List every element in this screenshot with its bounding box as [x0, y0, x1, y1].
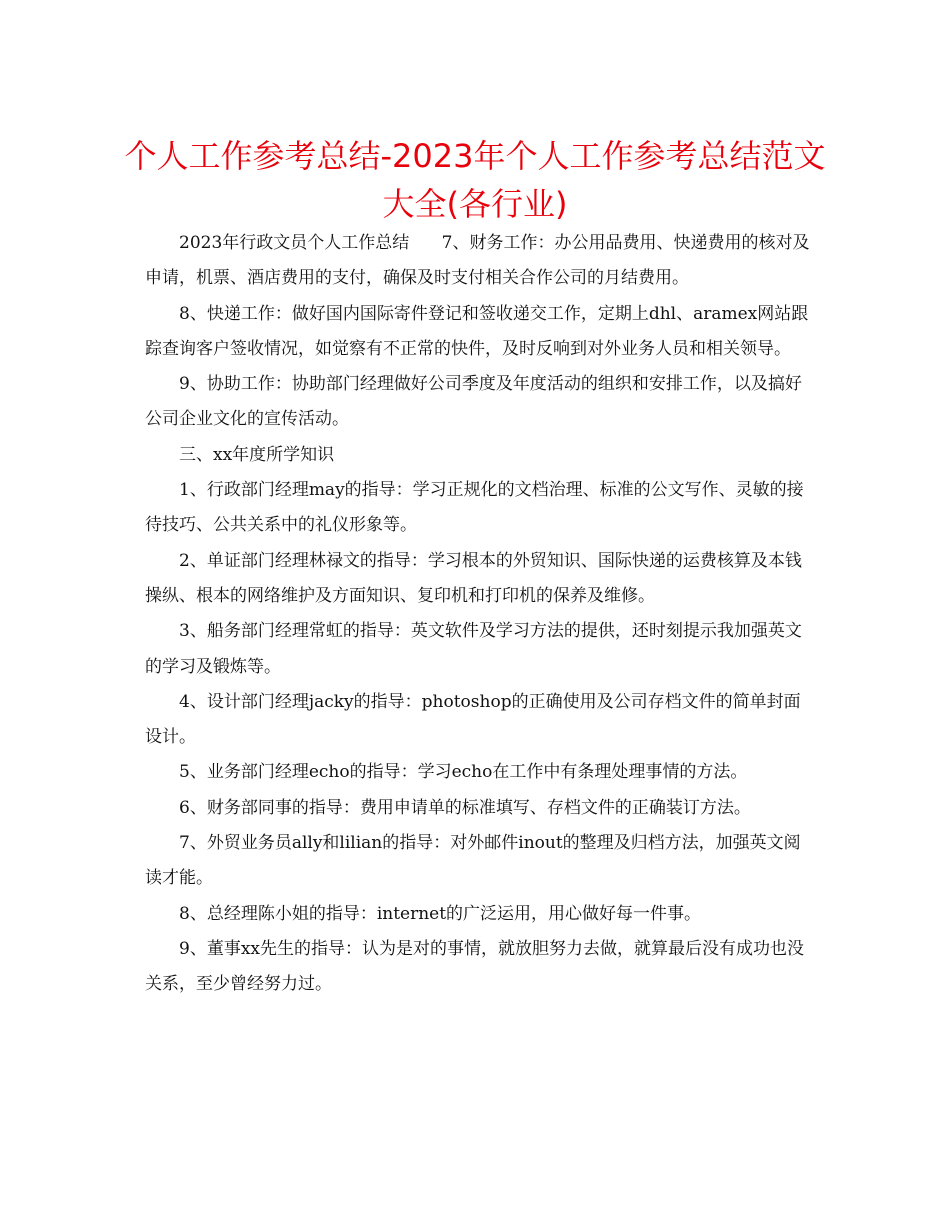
- document-body: [145, 226, 810, 1003]
- paragraph-express: 8、快递工作：做好国内国际寄件登记和签收递交工作，定期上dhl、aramex网站跟踪查询客户签收情况，如觉察有不正常的快件，及时反响到对外业务人员和相关领导。: [145, 303, 809, 359]
- paragraph-docs-manager: 2、单证部门经理林禄文的指导：学习根本的外贸知识、国际快递的运费核算及本钱操纵、根本的网络维护及方面知识、复印机和打印机的保养及维修。: [145, 550, 802, 606]
- paragraph-assist: 9、协助工作：协助部门经理做好公司季度及年度活动的组织和安排工作，以及搞好公司企业文化的宣传活动。: [145, 374, 802, 430]
- paragraph-finance-colleague: 6、财务部同事的指导：费用申请单的标准填写、存档文件的正确装订方法。: [179, 797, 751, 818]
- paragraph-general-manager: 8、总经理陈小姐的指导：internet的广泛运用，用心做好每一件事。: [179, 903, 702, 924]
- paragraph-design-manager: 4、设计部门经理jacky的指导：photoshop的正确使用及公司存档文件的简单封面设计。: [145, 691, 801, 748]
- paragraph-shipping-manager: 3、船务部门经理常虹的指导：英文软件及学习方法的提供，还时刻提示我加强英文的学习及锻炼等。: [145, 621, 802, 677]
- document-title: 个人工作参考总结-2023年个人工作参考总结范文大全(各行业): [124, 137, 826, 223]
- paragraph-trade-staff: 7、外贸业务员ally和lilian的指导：对外邮件inout的整理及归档方法，加强英文阅读才能。: [145, 833, 801, 889]
- paragraph-sales-manager: 5、业务部门经理echo的指导：学习echo在工作中有条理处理事情的方法。: [179, 762, 748, 783]
- paragraph-admin-manager: 1、行政部门经理may的指导：学习正规化的文档治理、标准的公文写作、灵敏的接待技巧、公共关系中的礼仪形象等。: [145, 480, 804, 536]
- section-heading-knowledge: 三、xx年度所学知识: [179, 444, 335, 465]
- paragraph-intro-finance: 2023年行政文员个人工作总结 7、财务工作：办公用品费用、快递费用的核对及申请，机票、酒店费用的支付，确保及时支付相关合作公司的月结费用。: [145, 233, 810, 289]
- paragraph-director: 9、董事xx先生的指导：认为是对的事情，就放胆努力去做，就算最后没有成功也没关系，至少曾经努力过。: [145, 938, 804, 995]
